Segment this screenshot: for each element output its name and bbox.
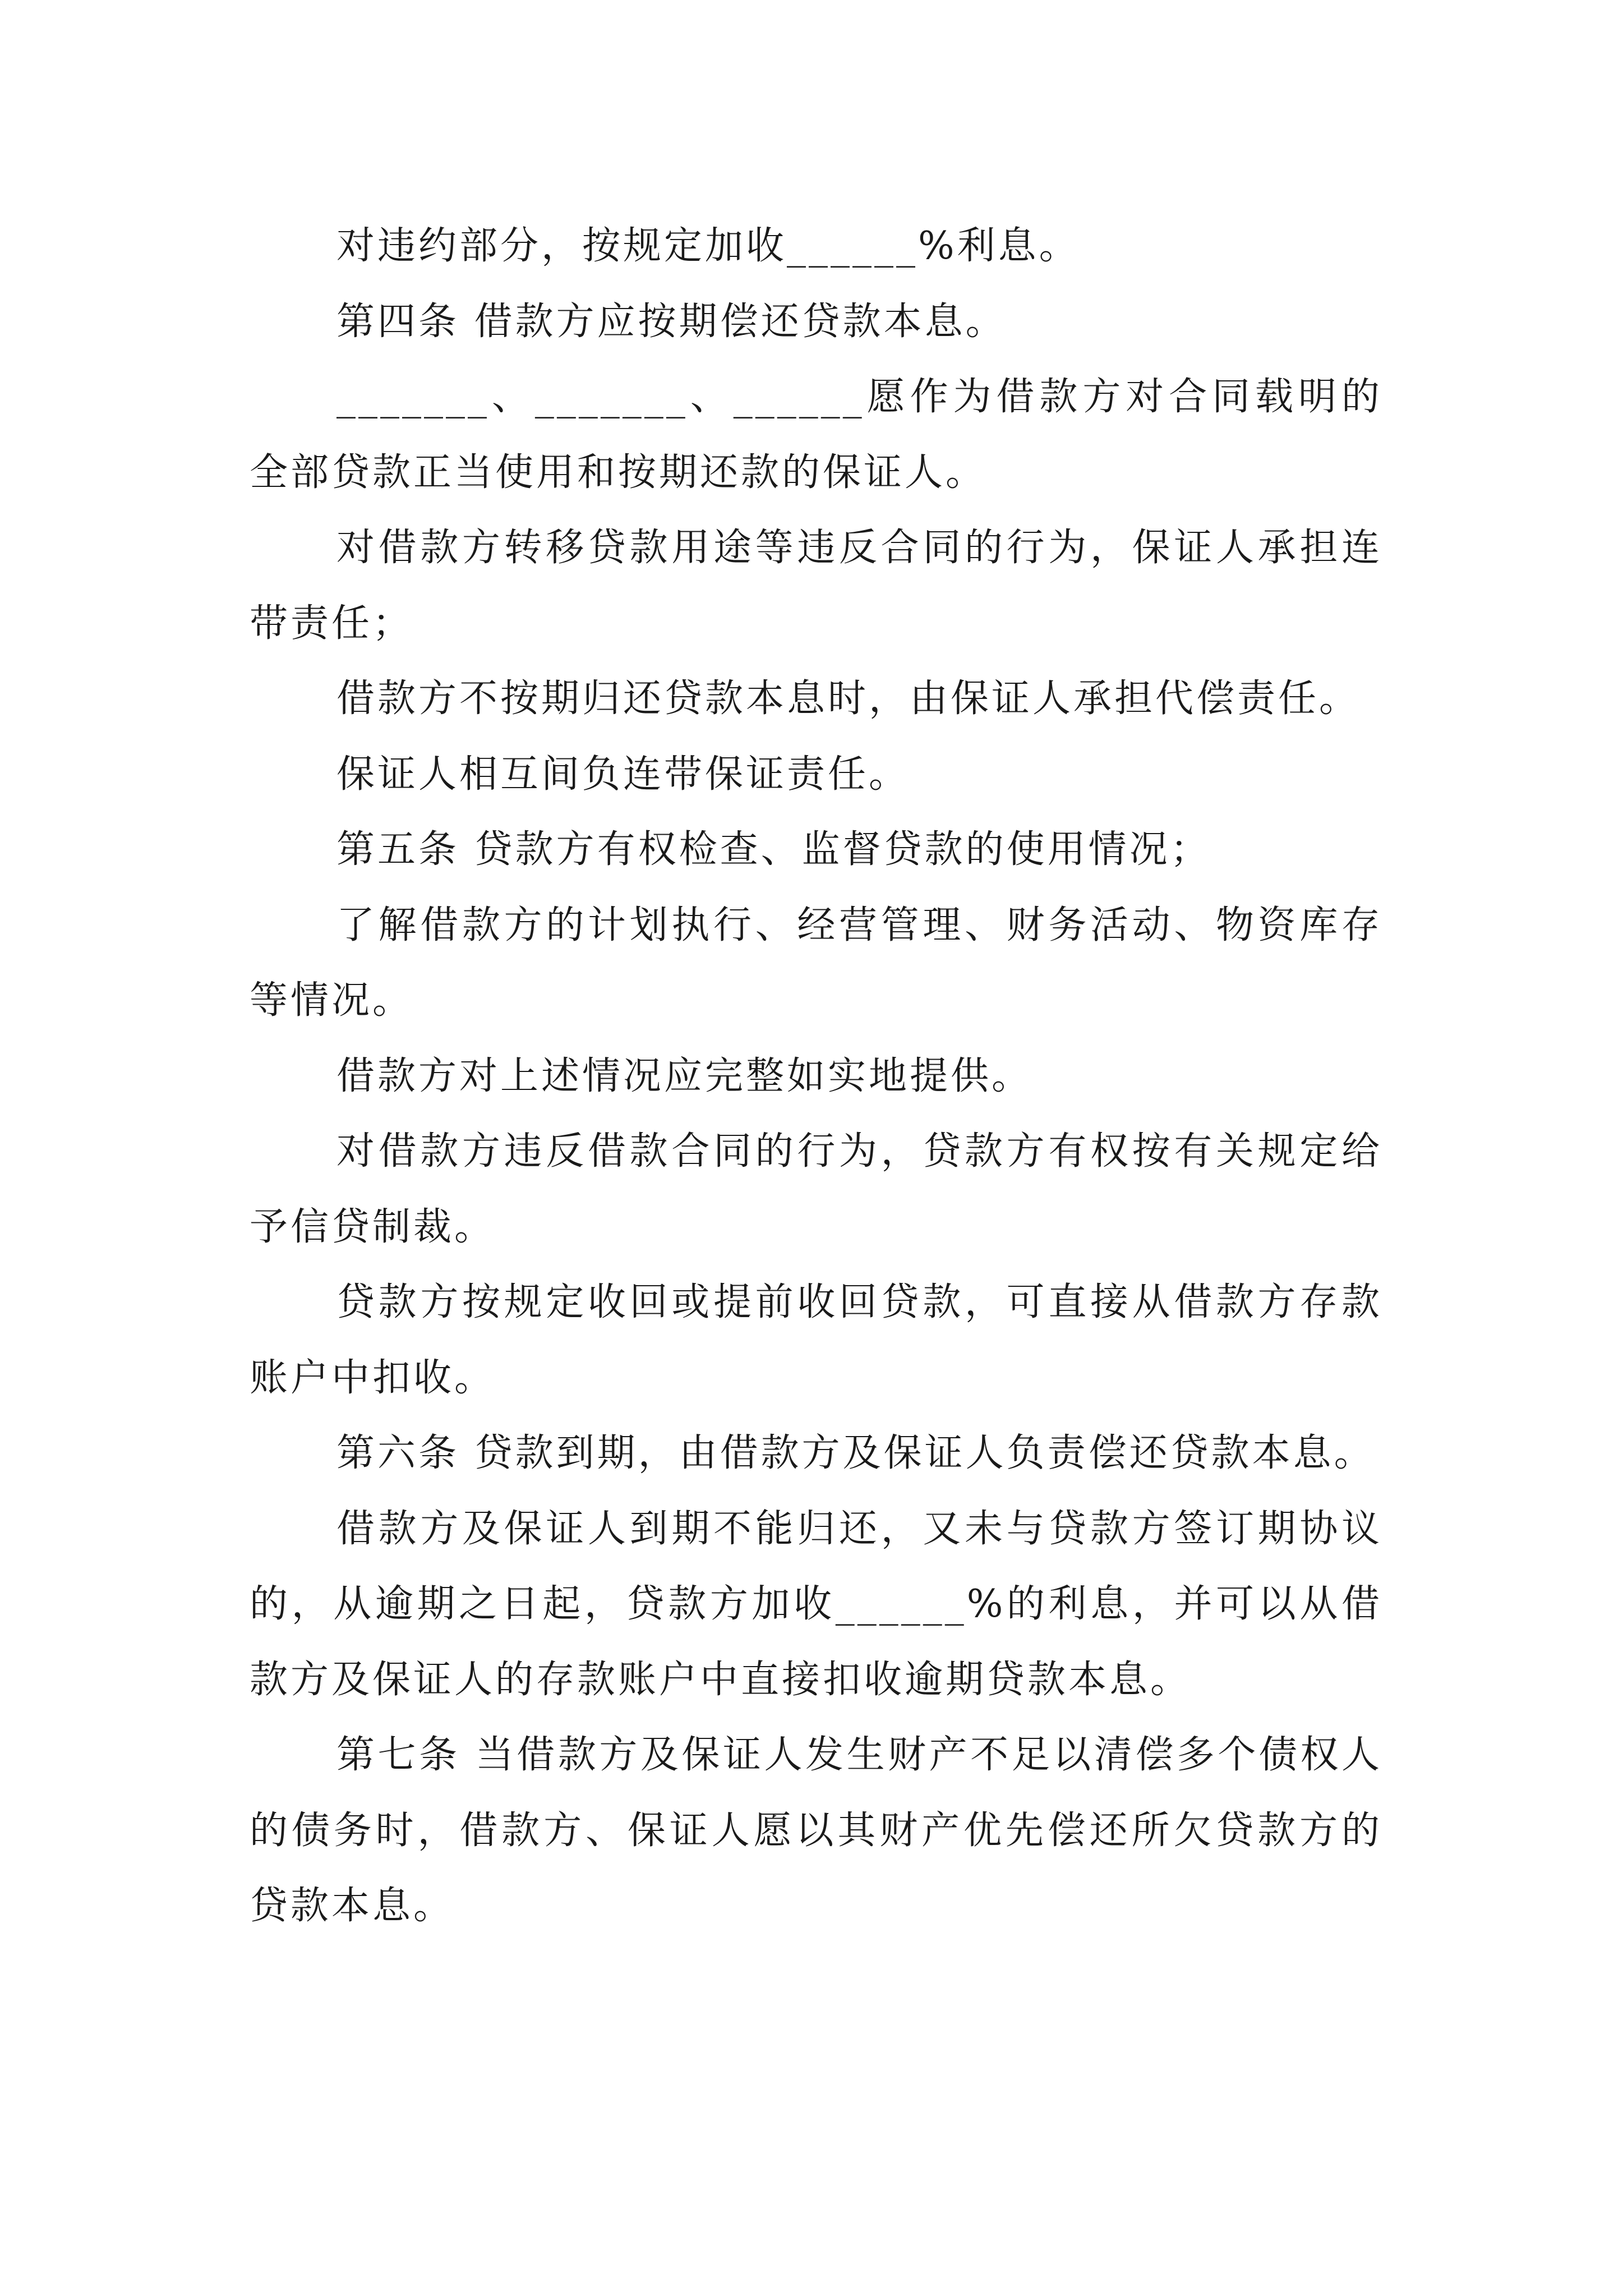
paragraph: 借款方不按期归还贷款本息时，由保证人承担代偿责任。 [336,677,1361,721]
paragraph: 对违约部分，按规定加收______%利息。 [336,224,1080,268]
paragraph: 借款方对上述情况应完整如实地提供。 [336,1053,1033,1098]
article-6-heading: 第六条 贷款到期，由借款方及保证人负责偿还贷款本息。 [336,1431,1375,1475]
article-5-heading: 第五条 贷款方有权检查、监督贷款的使用情况； [336,827,1211,872]
article-7-heading: 第七条 当借款方及保证人发生财产不足以清偿多个债权人的债务时，借款方、保证人愿以其财产优先偿还所欠贷款方的贷款本息。 [250,1733,1382,1928]
paragraph: 保证人相互间负连带保证责任。 [336,752,910,797]
paragraph: 贷款方按规定收回或提前收回贷款，可直接从借款方存款账户中扣收。 [250,1280,1382,1400]
document-body [250,209,1382,1944]
paragraph: 对借款方违反借款合同的行为，贷款方有权按有关规定给予信贷制裁。 [250,1129,1382,1249]
article-4-heading: 第四条 借款方应按期偿还贷款本息。 [336,299,1007,344]
paragraph: 借款方及保证人到期不能归还，又未与贷款方签订期协议的，从逾期之日起，贷款方加收______%的利息，并可以从借款方及保证人的存款账户中直接扣收逾期贷款本息。 [250,1506,1382,1702]
paragraph: 了解借款方的计划执行、经营管理、财务活动、物资库存等情况。 [250,903,1382,1023]
paragraph: _______、_______、______愿作为借款方对合同载明的全部贷款正当使用和按期还款的保证人。 [250,375,1382,495]
paragraph: 对借款方转移贷款用途等违反合同的行为，保证人承担连带责任； [250,526,1382,646]
